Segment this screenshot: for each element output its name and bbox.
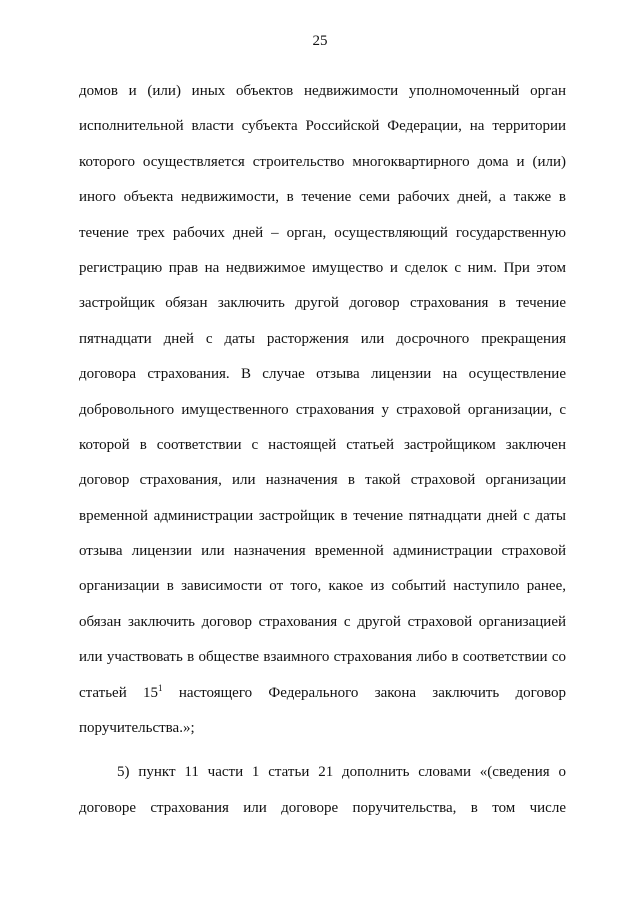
text-line: договор страхования, или назначения в такой страховой организации — [79, 472, 566, 489]
text-line-with-footnote — [79, 680, 566, 715]
word: 15 — [143, 684, 159, 701]
body-text — [79, 78, 566, 830]
text-line: застройщик обязан заключить другой договор страхования в течение — [79, 295, 566, 312]
word: заключить — [432, 684, 500, 701]
text-line: отзыва лицензии или назначения временной администрации страховой — [79, 543, 566, 560]
text-line: временной администрации застройщик в течение пятнадцати дней с даты — [79, 507, 566, 524]
word: договор — [515, 684, 566, 701]
paragraph-line: договоре страхования или договоре поручительства, в том числе — [79, 799, 566, 816]
text-line: которой в соответствии с настоящей статьей застройщиком заключен — [79, 436, 566, 453]
text-line: или участвовать в обществе взаимного страхования либо в соответствии со — [79, 649, 566, 666]
word: Федерального — [268, 684, 359, 701]
text-line: обязан заключить договор страхования с другой страховой организацией — [79, 613, 566, 630]
text-line: иного объекта недвижимости, в течение семи рабочих дней, а также в — [79, 189, 566, 206]
text-line-last: поручительства.»; — [79, 720, 195, 737]
text-line: пятнадцати дней с даты расторжения или досрочного прекращения — [79, 330, 566, 347]
text-line: регистрацию прав на недвижимое имущество и сделок с ним. При этом — [79, 259, 566, 276]
text-line: домов и (или) иных объектов недвижимости уполномоченный орган — [79, 83, 566, 99]
text-line: исполнительной власти субъекта Российской Федерации, на территории — [79, 118, 566, 135]
paragraph-line: 5) пункт 11 части 1 статьи 21 дополнить словами «(сведения о — [117, 764, 566, 781]
text-line: которого осуществляется строительство многоквартирного дома и (или) — [79, 153, 566, 170]
text-line: организации в зависимости от того, какое из событий наступило ранее, — [79, 578, 566, 595]
page-number: 25 — [312, 33, 328, 49]
text-line: договора страхования. В случае отзыва лицензии на осуществление — [79, 366, 566, 383]
text-line: добровольного имущественного страхования у страховой организации, с — [79, 401, 566, 418]
word: закона — [374, 684, 417, 701]
text-line: течение трех рабочих дней – орган, осуществляющий государственную — [79, 224, 566, 241]
word: статьей — [79, 684, 127, 701]
article-reference: 151 — [143, 680, 163, 706]
word: настоящего — [178, 684, 253, 701]
